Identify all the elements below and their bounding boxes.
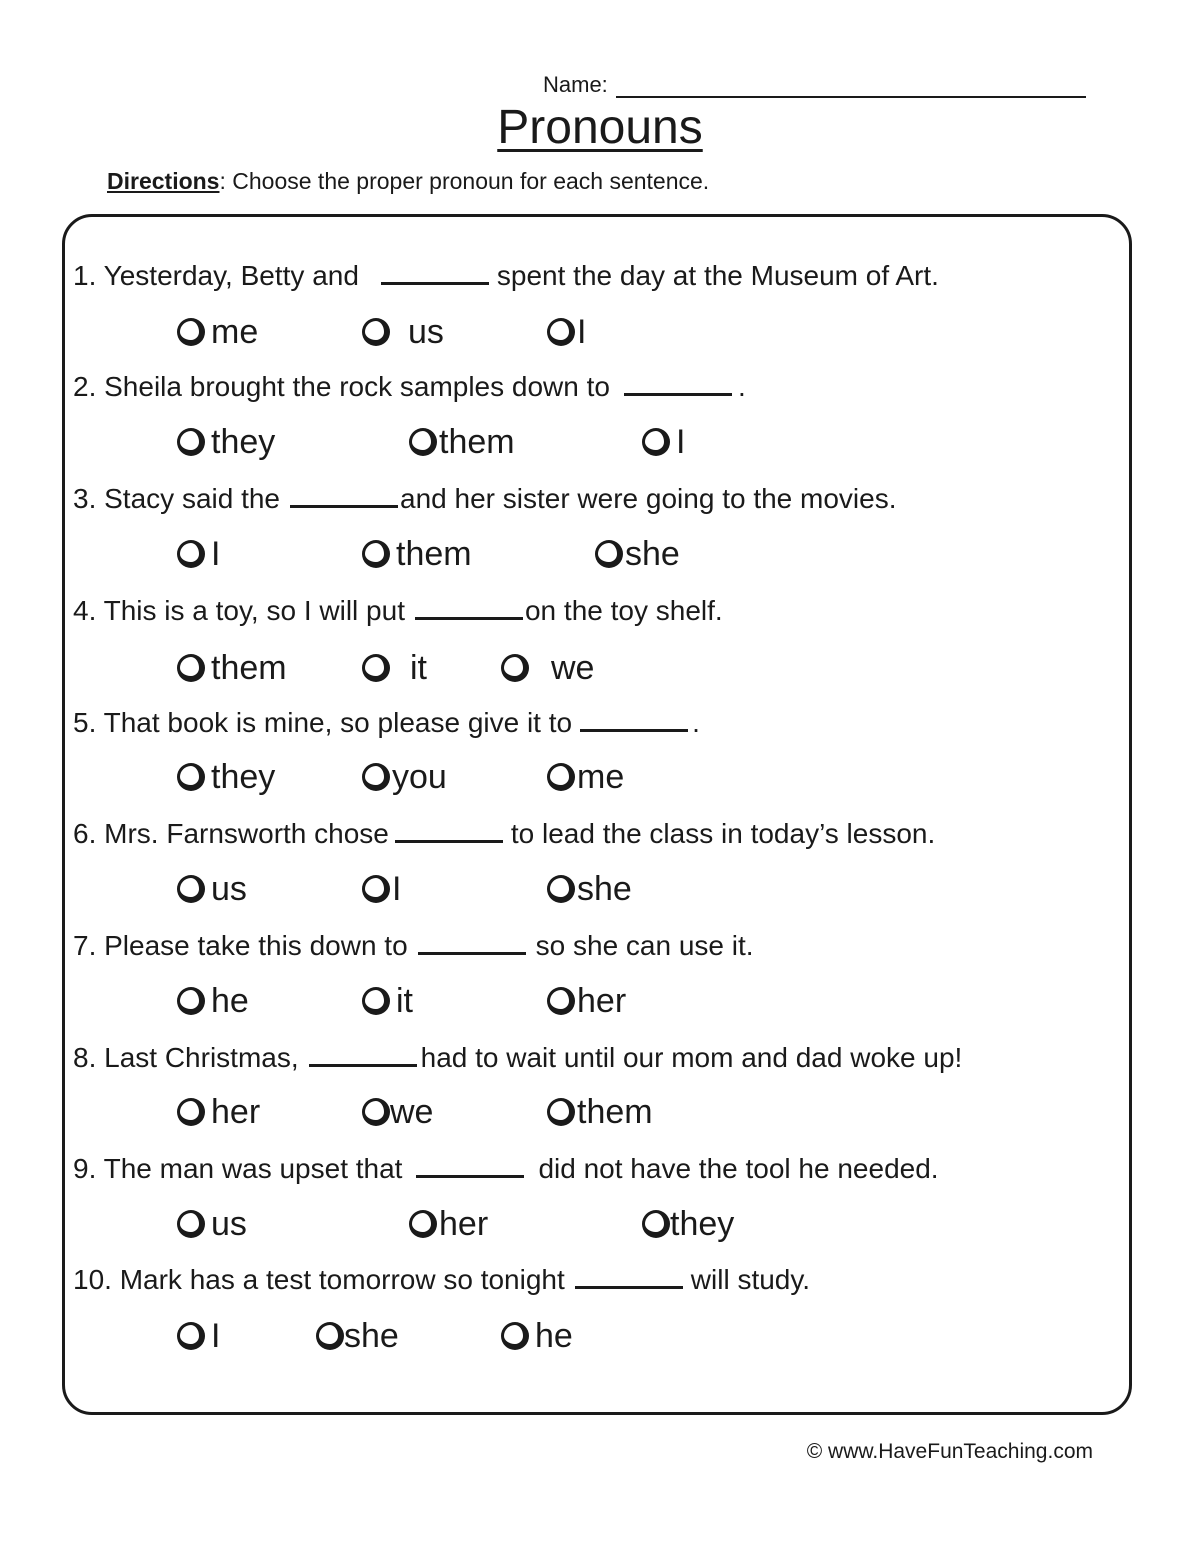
option-q6-c[interactable]: she xyxy=(547,869,632,909)
directions xyxy=(107,168,709,195)
option-q5-a[interactable]: they xyxy=(177,757,275,797)
question-8: 8. Last Christmas, had to wait until our mom and dad woke up! xyxy=(73,1042,963,1073)
bubble-icon[interactable] xyxy=(547,1098,575,1126)
option-q3-c[interactable]: she xyxy=(595,534,680,574)
bubble-icon[interactable] xyxy=(362,318,390,346)
worksheet-title: Pronouns xyxy=(497,101,703,154)
answer-blank[interactable] xyxy=(415,593,523,620)
option-q2-c[interactable]: I xyxy=(642,422,685,462)
bubble-icon[interactable] xyxy=(547,318,575,346)
question-6: 6. Mrs. Farnsworth chose to lead the class in today’s lesson. xyxy=(73,818,936,849)
answer-blank[interactable] xyxy=(580,705,688,732)
option-q9-a[interactable]: us xyxy=(177,1204,247,1244)
bubble-icon[interactable] xyxy=(177,1210,205,1238)
answer-blank[interactable] xyxy=(418,928,526,955)
answer-blank[interactable] xyxy=(575,1262,683,1289)
bubble-icon[interactable] xyxy=(177,1322,205,1350)
bubble-icon[interactable] xyxy=(177,318,205,346)
option-q9-b[interactable]: her xyxy=(409,1204,488,1244)
option-q10-b[interactable]: she xyxy=(316,1316,399,1356)
option-q10-a[interactable]: I xyxy=(177,1316,220,1356)
bubble-icon[interactable] xyxy=(177,428,205,456)
bubble-icon[interactable] xyxy=(362,875,390,903)
option-q4-a[interactable]: them xyxy=(177,648,287,688)
option-q8-b[interactable]: we xyxy=(362,1092,433,1132)
option-q7-a[interactable]: he xyxy=(177,981,249,1021)
option-q1-c[interactable]: I xyxy=(547,312,586,352)
option-q9-c[interactable]: they xyxy=(642,1204,734,1244)
bubble-icon[interactable] xyxy=(177,654,205,682)
option-q7-c[interactable]: her xyxy=(547,981,626,1021)
bubble-icon[interactable] xyxy=(362,1098,390,1126)
bubble-icon[interactable] xyxy=(547,987,575,1015)
option-q10-c[interactable]: he xyxy=(501,1316,573,1356)
bubble-icon[interactable] xyxy=(177,1098,205,1126)
option-q4-b[interactable]: it xyxy=(362,648,427,688)
bubble-icon[interactable] xyxy=(362,654,390,682)
bubble-icon[interactable] xyxy=(595,540,623,568)
bubble-icon[interactable] xyxy=(409,1210,437,1238)
bubble-icon[interactable] xyxy=(547,763,575,791)
bubble-icon[interactable] xyxy=(177,540,205,568)
option-q8-a[interactable]: her xyxy=(177,1092,260,1132)
name-label: Name: xyxy=(543,72,608,97)
question-2: 2. Sheila brought the rock samples down to . xyxy=(73,371,746,402)
question-1: 1. Yesterday, Betty and spent the day at the Museum of Art. xyxy=(73,260,939,291)
answer-blank[interactable] xyxy=(624,369,732,396)
bubble-icon[interactable] xyxy=(177,987,205,1015)
bubble-icon[interactable] xyxy=(362,987,390,1015)
bubble-icon[interactable] xyxy=(409,428,437,456)
bubble-icon[interactable] xyxy=(642,428,670,456)
question-7: 7. Please take this down to so she can use it. xyxy=(73,930,754,961)
question-10: 10. Mark has a test tomorrow so tonight will study. xyxy=(73,1264,811,1295)
name-line[interactable] xyxy=(616,74,1086,98)
answer-blank[interactable] xyxy=(381,258,489,285)
answer-blank[interactable] xyxy=(395,816,503,843)
option-q2-a[interactable]: they xyxy=(177,422,275,462)
answer-blank[interactable] xyxy=(416,1151,524,1178)
copyright-footer: © www.HaveFunTeaching.com xyxy=(806,1440,1093,1463)
option-q8-c[interactable]: them xyxy=(547,1092,653,1132)
option-q6-a[interactable]: us xyxy=(177,869,247,909)
option-q4-c[interactable]: we xyxy=(501,648,594,688)
bubble-icon[interactable] xyxy=(177,875,205,903)
answer-blank[interactable] xyxy=(309,1040,417,1067)
option-q6-b[interactable]: I xyxy=(362,869,401,909)
question-4: 4. This is a toy, so I will put on the toy shelf. xyxy=(73,595,723,626)
bubble-icon[interactable] xyxy=(501,1322,529,1350)
option-q3-a[interactable]: I xyxy=(177,534,220,574)
bubble-icon[interactable] xyxy=(362,763,390,791)
name-field-row xyxy=(543,72,1086,98)
bubble-icon[interactable] xyxy=(316,1322,344,1350)
directions-text: : Choose the proper pronoun for each sentence. xyxy=(219,168,710,194)
answer-blank[interactable] xyxy=(290,481,398,508)
bubble-icon[interactable] xyxy=(547,875,575,903)
bubble-icon[interactable] xyxy=(177,763,205,791)
directions-label: Directions xyxy=(107,168,220,194)
option-q2-b[interactable]: them xyxy=(409,422,515,462)
option-q3-b[interactable]: them xyxy=(362,534,472,574)
option-q7-b[interactable]: it xyxy=(362,981,413,1021)
option-q5-c[interactable]: me xyxy=(547,757,624,797)
option-q5-b[interactable]: you xyxy=(362,757,447,797)
question-5: 5. That book is mine, so please give it to . xyxy=(73,707,700,738)
bubble-icon[interactable] xyxy=(362,540,390,568)
bubble-icon[interactable] xyxy=(501,654,529,682)
bubble-icon[interactable] xyxy=(642,1210,670,1238)
question-3: 3. Stacy said the and her sister were going to the movies. xyxy=(73,483,897,514)
option-q1-a[interactable]: me xyxy=(177,312,258,352)
question-9: 9. The man was upset that did not have the tool he needed. xyxy=(73,1153,939,1184)
option-q1-b[interactable]: us xyxy=(362,312,444,352)
